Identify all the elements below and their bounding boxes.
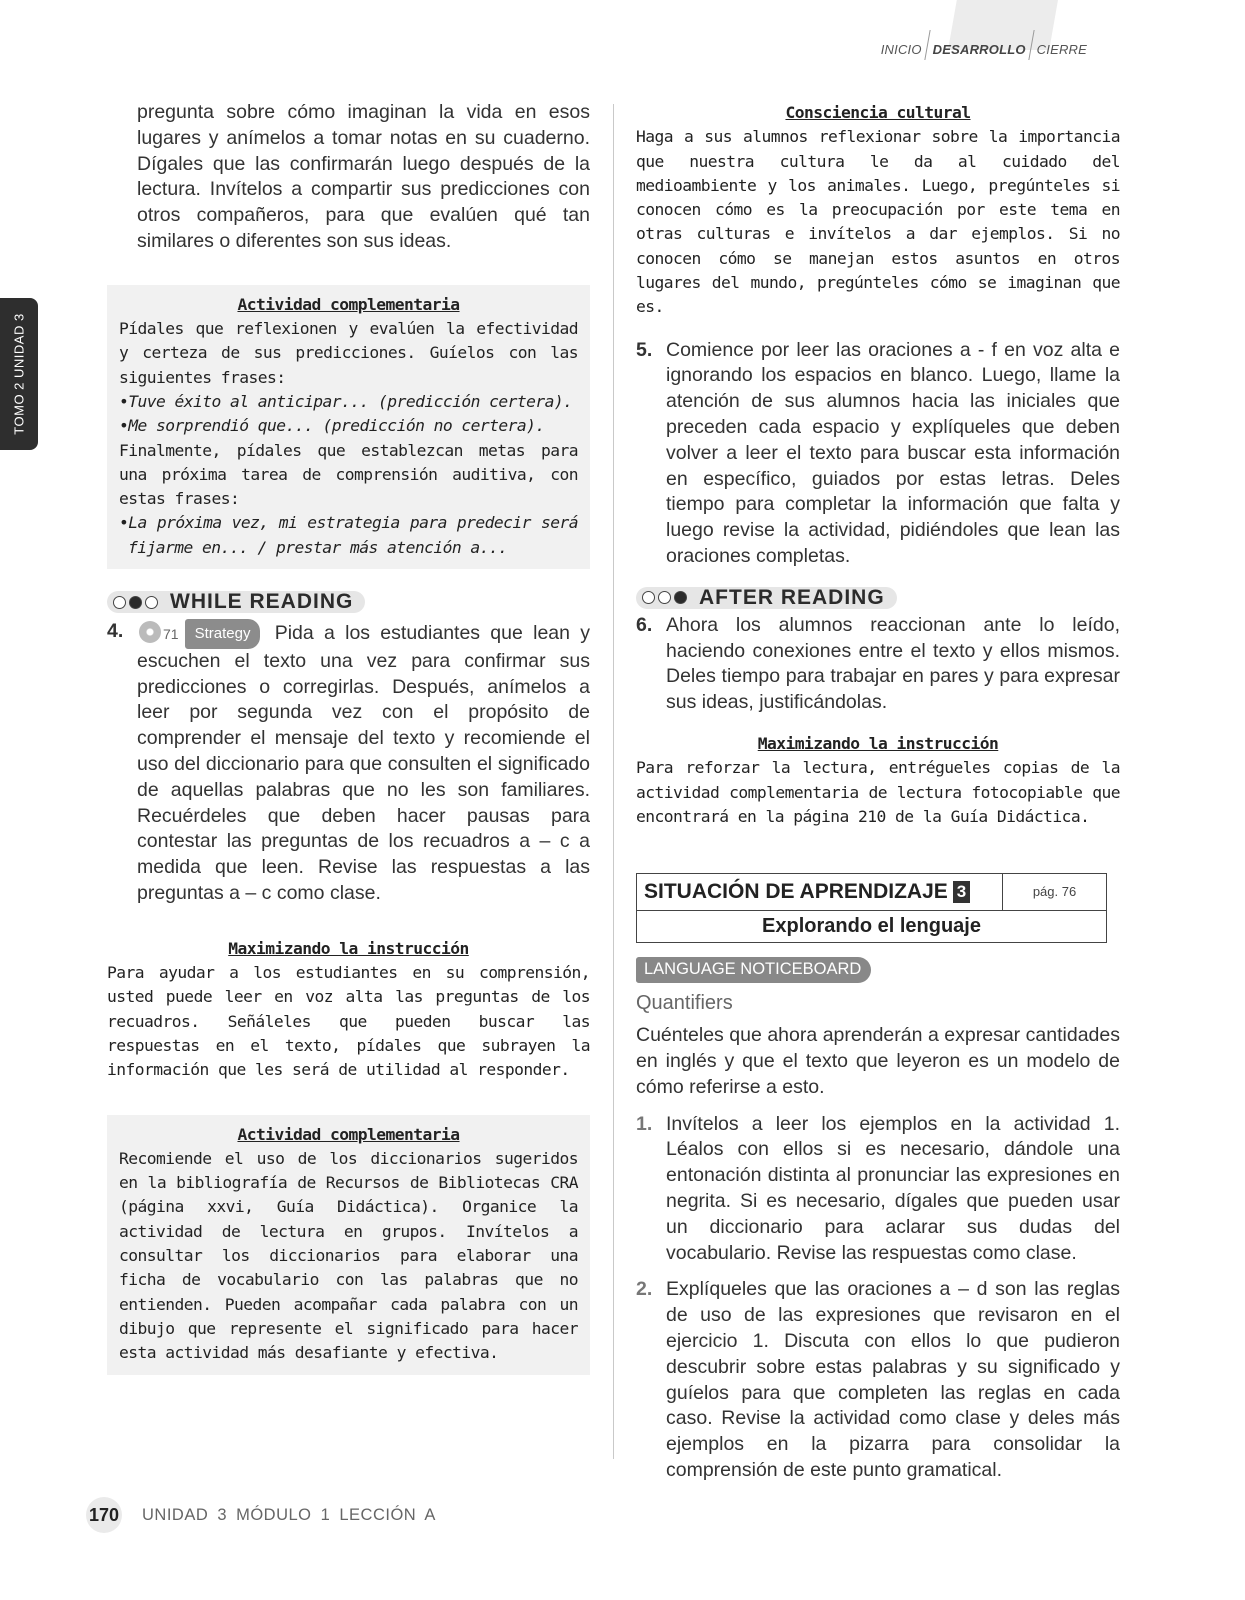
maximizando-2-text: Para reforzar la lectura, entrégueles copias de la actividad complementaria de lectura fotocopiable que encontrará en la página 210 de la Guía Didáctica. xyxy=(636,758,1120,826)
item-5 xyxy=(636,338,1120,570)
cultural-awareness-title: Consciencia cultural xyxy=(785,103,971,122)
nav-cierre: CIERRE xyxy=(1036,42,1087,57)
nav-desarrollo: DESARROLLO xyxy=(932,42,1026,57)
audio-track-number: 71 xyxy=(163,626,179,643)
after-reading-header xyxy=(636,587,1120,613)
activity-box-1-p2: Finalmente, pídales que establezcan metas para una próxima tarea de comprensión auditiva, con estas frases: xyxy=(119,440,578,509)
maximizando-1-text: Para ayudar a los estudiantes en su comprensión, usted puede leer en voz alta las preguntas de los recuadros. Señáleles que pueden buscar las respuestas en el texto, pídales que subrayen la información que les será de utilidad al responder. xyxy=(107,963,590,1080)
item-5-number: 5. xyxy=(636,338,653,361)
stage-dot-3-icon xyxy=(674,591,687,604)
strategy-badge: Strategy xyxy=(185,619,261,649)
item-1 xyxy=(636,1112,1120,1267)
activity-box-2-text: Recomiende el uso de los diccionarios sugeridos en la bibliografía de Recursos de Bibliotecas CRA (página xxvi, Guía Didáctica). Organice la actividad de lectura en grupos. Invítelos a consultar los diccionarios para elaborar una ficha de vocabulario con las palabras que no entienden. Pueden acompañar cada palabra con un dibujo que represente el significado para hacer esta actividad más desafiante y efectiva. xyxy=(119,1148,578,1363)
activity-box-1-title: Actividad complementaria xyxy=(237,294,460,314)
item-6-text: Ahora los alumnos reaccionan ante lo leído, haciendo conexiones entre el texto y ellos mismos. Deles tiempo para trabajar en pares y para expresar sus ideas, justificándolas. xyxy=(666,613,1120,714)
item-2 xyxy=(636,1277,1120,1483)
stage-dot-2-icon xyxy=(129,596,142,609)
column-divider xyxy=(613,104,614,1459)
item-2-number: 2. xyxy=(636,1278,653,1301)
left-intro-paragraph: pregunta sobre cómo imaginan la vida en esos lugares y anímelos a tomar notas en su cuaderno. Dígales que las confirmarán luego después de la lectura. Invítelos a compartir sus predicciones con otros compañeros, para que evalúen qué tan similares o diferentes son sus ideas. xyxy=(137,101,590,252)
item-1-number: 1. xyxy=(636,1112,653,1135)
stage-dot-1-icon xyxy=(113,596,126,609)
side-tab-label: TOMO 2 UNIDAD 3 xyxy=(11,313,27,435)
stage-dot-1-icon xyxy=(642,591,655,604)
item-2-text: Explíqueles que las oraciones a – d son las reglas de uso de las expresiones que revisaron en el ejercicio 1. Discuta con ellos lo que pudieron descubrir sobre estas palabras y su significado y guíelos para que completen las reglas en cada caso. Revise la actividad como clase y deles más ejemplos en la pizarra para consolidar la comprensión de este punto gramatical. xyxy=(666,1278,1120,1481)
lesson-stage-nav xyxy=(881,30,1087,60)
item-1-text: Invítelos a leer los ejemplos en la actividad 1. Léalos con ellos si es necesario, dándole una entonación distinta al pronunciar las expresiones en negrita. Si es necesario, dígales que pueden usar un diccionario para aclarar sus dudas del vocabulario. Revise las respuestas como clase. xyxy=(666,1112,1120,1264)
page-number: 170 xyxy=(86,1497,122,1533)
stage-dot-3-icon xyxy=(145,596,158,609)
cultural-awareness xyxy=(636,101,1120,320)
activity-box-2-title: Actividad complementaria xyxy=(237,1124,460,1144)
situacion-subtitle: Explorando el lenguaje xyxy=(762,915,981,938)
right-column xyxy=(636,101,1120,1484)
item-4 xyxy=(107,619,590,907)
left-column xyxy=(107,100,590,1375)
after-reading-title: AFTER READING xyxy=(699,585,885,609)
cultural-awareness-text: Haga a sus alumnos reflexionar sobre la importancia que nuestra cultura le da al cuidado del medioambiente y los animales. Luego, pregúnteles si conocen cómo es la preocupación por este tema en otras culturas e invítelos a dar ejemplos. Si no conocen cómo se manejan estos asuntos en otros lugares del mundo, pregúnteles cómo se imaginan que es. xyxy=(636,127,1120,317)
quantifiers-heading: Quantifiers xyxy=(636,992,733,1015)
quantifiers-intro: Cuénteles que ahora aprenderán a expresar cantidades en inglés y que el texto que leyeron es un modelo de cómo referirse a esto. xyxy=(636,1024,1120,1098)
situacion-page-ref: pág. 76 xyxy=(1032,884,1077,900)
maximizando-1 xyxy=(107,937,590,1083)
maximizando-1-title: Maximizando la instrucción xyxy=(228,938,469,958)
activity-box-1 xyxy=(107,285,590,569)
maximizando-2-title: Maximizando la instrucción xyxy=(757,734,999,754)
stage-dot-2-icon xyxy=(658,591,671,604)
situacion-number: 3 xyxy=(953,881,970,903)
item-6 xyxy=(636,613,1120,716)
page-footer xyxy=(86,1497,436,1533)
footer-location: UNIDAD 3 MÓDULO 1 LECCIÓN A xyxy=(142,1505,436,1524)
situacion-aprendizaje-box xyxy=(636,873,1107,943)
activity-box-1-bullet-2: •Me sorprendió que... (predicción no certera). xyxy=(119,416,545,436)
item-6-number: 6. xyxy=(636,613,653,636)
side-tab xyxy=(0,298,38,450)
while-reading-header xyxy=(107,591,590,617)
maximizando-2 xyxy=(636,732,1120,829)
activity-box-1-bullet-1: •Tuve éxito al anticipar... (predicción certera). xyxy=(119,391,573,411)
activity-box-1-bullet-3: •La próxima vez, mi estrategia para predecir será fijarme en... / prestar más atención a... xyxy=(119,513,578,557)
language-noticeboard-badge: LANGUAGE NOTICEBOARD xyxy=(636,957,871,983)
item-5-text: Comience por leer las oraciones a - f en voz alta e ignorando los espacios en blanco. Luego, llame la atención de sus alumnos hacia las iniciales que preceden cada espacio y explíqueles que deben volver a leer el texto para buscar esta información en específico, guiados por estas letras. Deles tiempo para completar la información que falta y luego revise la actividad, pidiéndoles que lean las oraciones completas. xyxy=(666,338,1120,568)
activity-box-2 xyxy=(107,1115,590,1375)
while-reading-title: WHILE READING xyxy=(170,590,354,614)
nav-inicio: INICIO xyxy=(880,42,922,57)
item-4-text: Pida a los estudiantes que lean y escuchen el texto una vez para confirmar sus predicciones o corregirlas. Después, anímelos a leer por segunda vez con el propósito de comprender el mensaje del texto y recomiende el uso del diccionario para que consulten el significado de aquellas palabras que no les son familiares. Recuérdeles que deben hacer pausas para contestar las preguntas de los recuadros a – c a medida que leen. Revise las respuestas a las preguntas a – c como clase. xyxy=(137,622,590,905)
situacion-label: SITUACIÓN DE APRENDIZAJE xyxy=(644,880,948,904)
activity-box-1-p1: Pídales que reflexionen y evalúen la efectividad y certeza de sus predicciones. Guíelos con las siguientes frases: xyxy=(119,319,578,387)
item-4-number: 4. xyxy=(107,620,124,643)
audio-cd-icon xyxy=(139,621,161,643)
